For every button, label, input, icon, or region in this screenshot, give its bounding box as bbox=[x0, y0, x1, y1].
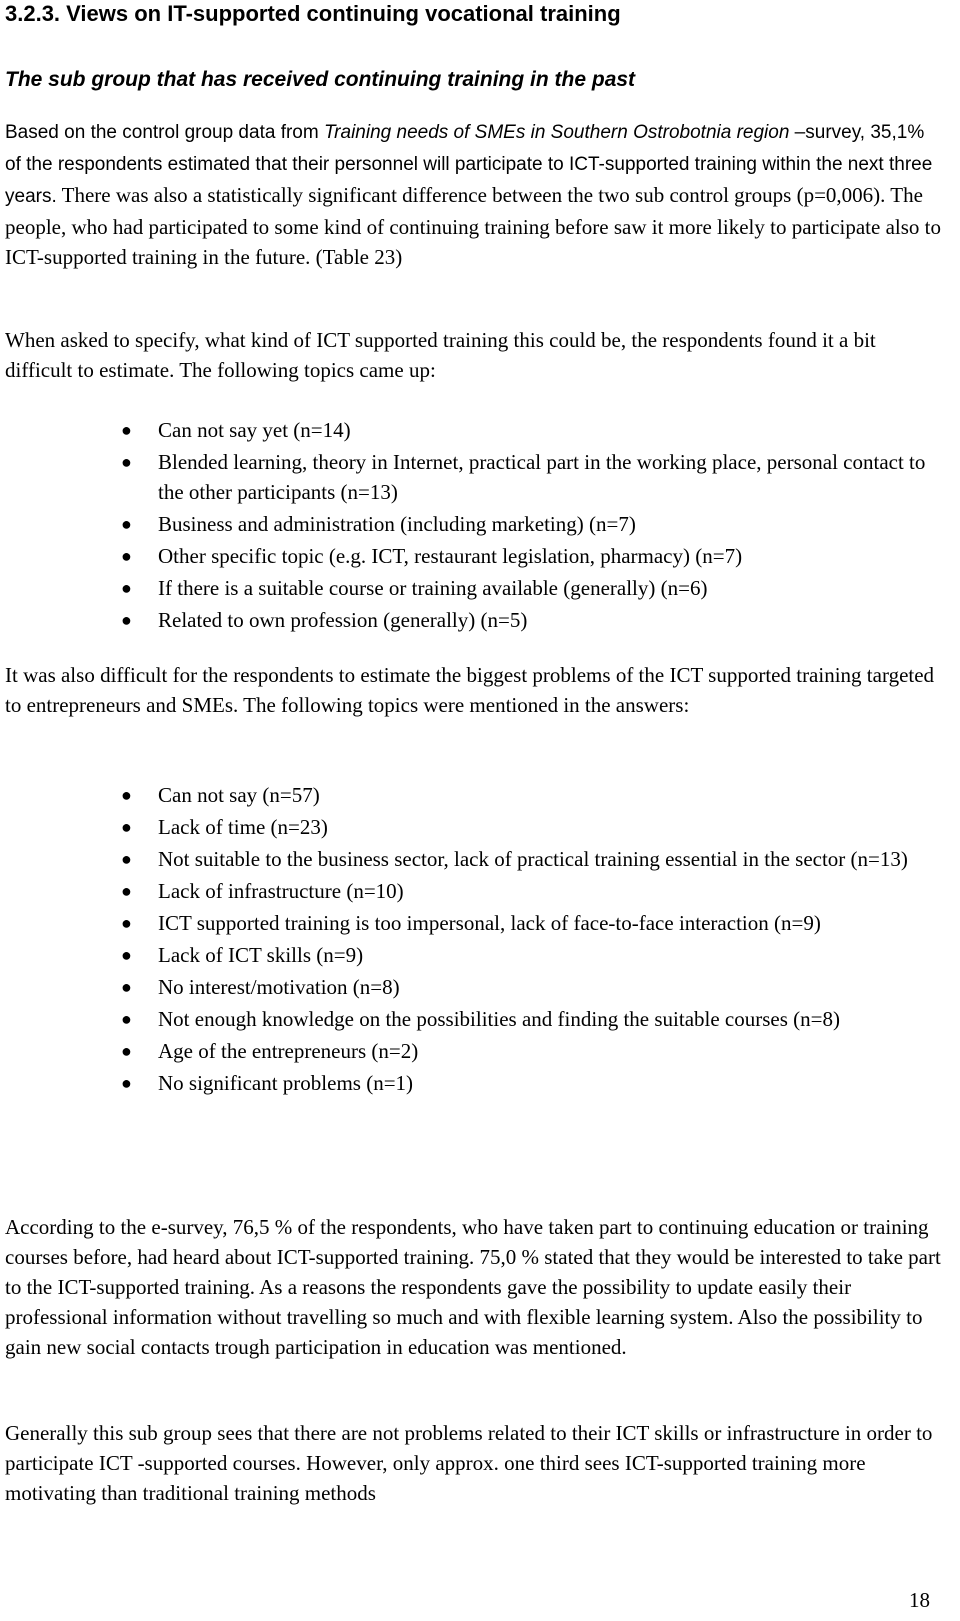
bullet-icon: ● bbox=[121, 881, 132, 901]
problem-list-item bbox=[5, 972, 955, 1002]
list-item-text: If there is a suitable course or training available (generally) (n=6) bbox=[158, 576, 708, 600]
bullet-icon: ● bbox=[121, 785, 132, 805]
list-item-text: Business and administration (including marketing) (n=7) bbox=[158, 512, 636, 536]
paragraph-5: Generally this sub group sees that there are not problems related to their ICT skills or infrastructure in order to participate ICT -supported courses. However, only approx. one third sees ICT-supported training more motivating than traditional training methods bbox=[5, 1421, 933, 1505]
bullet-icon: ● bbox=[121, 945, 132, 965]
topic-list-item bbox=[5, 573, 955, 603]
list-item-text: Other specific topic (e.g. ICT, restaurant legislation, pharmacy) (n=7) bbox=[158, 544, 743, 568]
paragraph-2: When asked to specify, what kind of ICT supported training this could be, the respondents found it a bit difficult to estimate. The following topics came up: bbox=[5, 328, 876, 382]
paragraph-1-rest: There was also a statistically significant difference between the two sub control groups (p=0,006). The people, who had participated to some kind of continuing training before saw it more likely to participate also to ICT-supported training in the future. (Table 23) bbox=[5, 183, 941, 269]
bullet-icon: ● bbox=[121, 1041, 132, 1061]
problem-list-item bbox=[5, 1036, 955, 1066]
bullet-icon: ● bbox=[121, 817, 132, 837]
section-heading: 3.2.3. Views on IT-supported continuing vocational training bbox=[5, 1, 621, 26]
list-item-text: Can not say yet (n=14) bbox=[158, 418, 351, 442]
problem-list-item bbox=[5, 812, 955, 842]
bullet-icon: ● bbox=[121, 452, 132, 472]
list-item-text: Not enough knowledge on the possibilities and finding the suitable courses (n=8) bbox=[158, 1007, 840, 1031]
problem-list-item bbox=[5, 1004, 955, 1034]
problem-list-item bbox=[5, 876, 955, 906]
bullet-icon: ● bbox=[121, 546, 132, 566]
topic-list-item bbox=[5, 541, 955, 571]
list-item-text: Lack of infrastructure (n=10) bbox=[158, 879, 404, 903]
problem-list-item bbox=[5, 1068, 955, 1098]
topic-list-item bbox=[5, 509, 955, 539]
paragraph-1 bbox=[5, 116, 945, 272]
bullet-icon: ● bbox=[121, 578, 132, 598]
survey-name: Training needs of SMEs in Southern Ostrobotnia region bbox=[323, 122, 790, 143]
paragraph-1-mid: –survey, 35,1% of the respondents estimated that their personnel will participate to ICT-supported training within the next three years. bbox=[5, 122, 933, 207]
topic-list-item bbox=[5, 415, 955, 445]
problem-list-item bbox=[5, 780, 955, 810]
list-item-text: Related to own profession (generally) (n=5) bbox=[158, 608, 528, 632]
list-item-text: Lack of ICT skills (n=9) bbox=[158, 943, 364, 967]
problem-list-item bbox=[5, 844, 955, 874]
bullet-icon: ● bbox=[121, 913, 132, 933]
paragraph-4: According to the e-survey, 76,5 % of the respondents, who have taken part to continuing education or training courses before, had heard about ICT-supported training. 75,0 % stated that they would be interested to take part to the ICT-supported training. As a reasons the respondents gave the possibility to update easily their professional information without travelling so much and with flexible learning system. Also the possibility to gain new social contacts trough participation in education was mentioned. bbox=[5, 1215, 941, 1359]
list-item-text: Blended learning, theory in Internet, practical part in the working place, personal contact to the other participants (n=13) bbox=[158, 450, 926, 504]
bullet-icon: ● bbox=[121, 420, 132, 440]
topic-list-item bbox=[5, 605, 955, 635]
paragraph-1-lead: Based on the control group data from bbox=[5, 122, 324, 143]
bullet-icon: ● bbox=[121, 849, 132, 869]
problem-list-item bbox=[5, 940, 955, 970]
topic-list-item bbox=[5, 447, 955, 507]
bullet-icon: ● bbox=[121, 610, 132, 630]
topics-list bbox=[5, 415, 955, 637]
bullet-icon: ● bbox=[121, 514, 132, 534]
list-item-text: No significant problems (n=1) bbox=[158, 1071, 414, 1095]
list-item-text: Age of the entrepreneurs (n=2) bbox=[158, 1039, 419, 1063]
bullet-icon: ● bbox=[121, 1009, 132, 1029]
list-item-text: Lack of time (n=23) bbox=[158, 815, 328, 839]
bullet-icon: ● bbox=[121, 1073, 132, 1093]
problem-list-item bbox=[5, 908, 955, 938]
page-number: 18 bbox=[909, 1588, 930, 1612]
subsection-heading: The sub group that has received continuing training in the past bbox=[5, 68, 636, 91]
paragraph-3: It was also difficult for the respondents to estimate the biggest problems of the ICT supported training targeted to entrepreneurs and SMEs. The following topics were mentioned in the answers: bbox=[5, 663, 935, 717]
list-item-text: Not suitable to the business sector, lack of practical training essential in the sector (n=13) bbox=[158, 847, 908, 871]
list-item-text: Can not say (n=57) bbox=[158, 783, 320, 807]
problems-list bbox=[5, 780, 955, 1100]
bullet-icon: ● bbox=[121, 977, 132, 997]
list-item-text: No interest/motivation (n=8) bbox=[158, 975, 400, 999]
list-item-text: ICT supported training is too impersonal, lack of face-to-face interaction (n=9) bbox=[158, 911, 821, 935]
